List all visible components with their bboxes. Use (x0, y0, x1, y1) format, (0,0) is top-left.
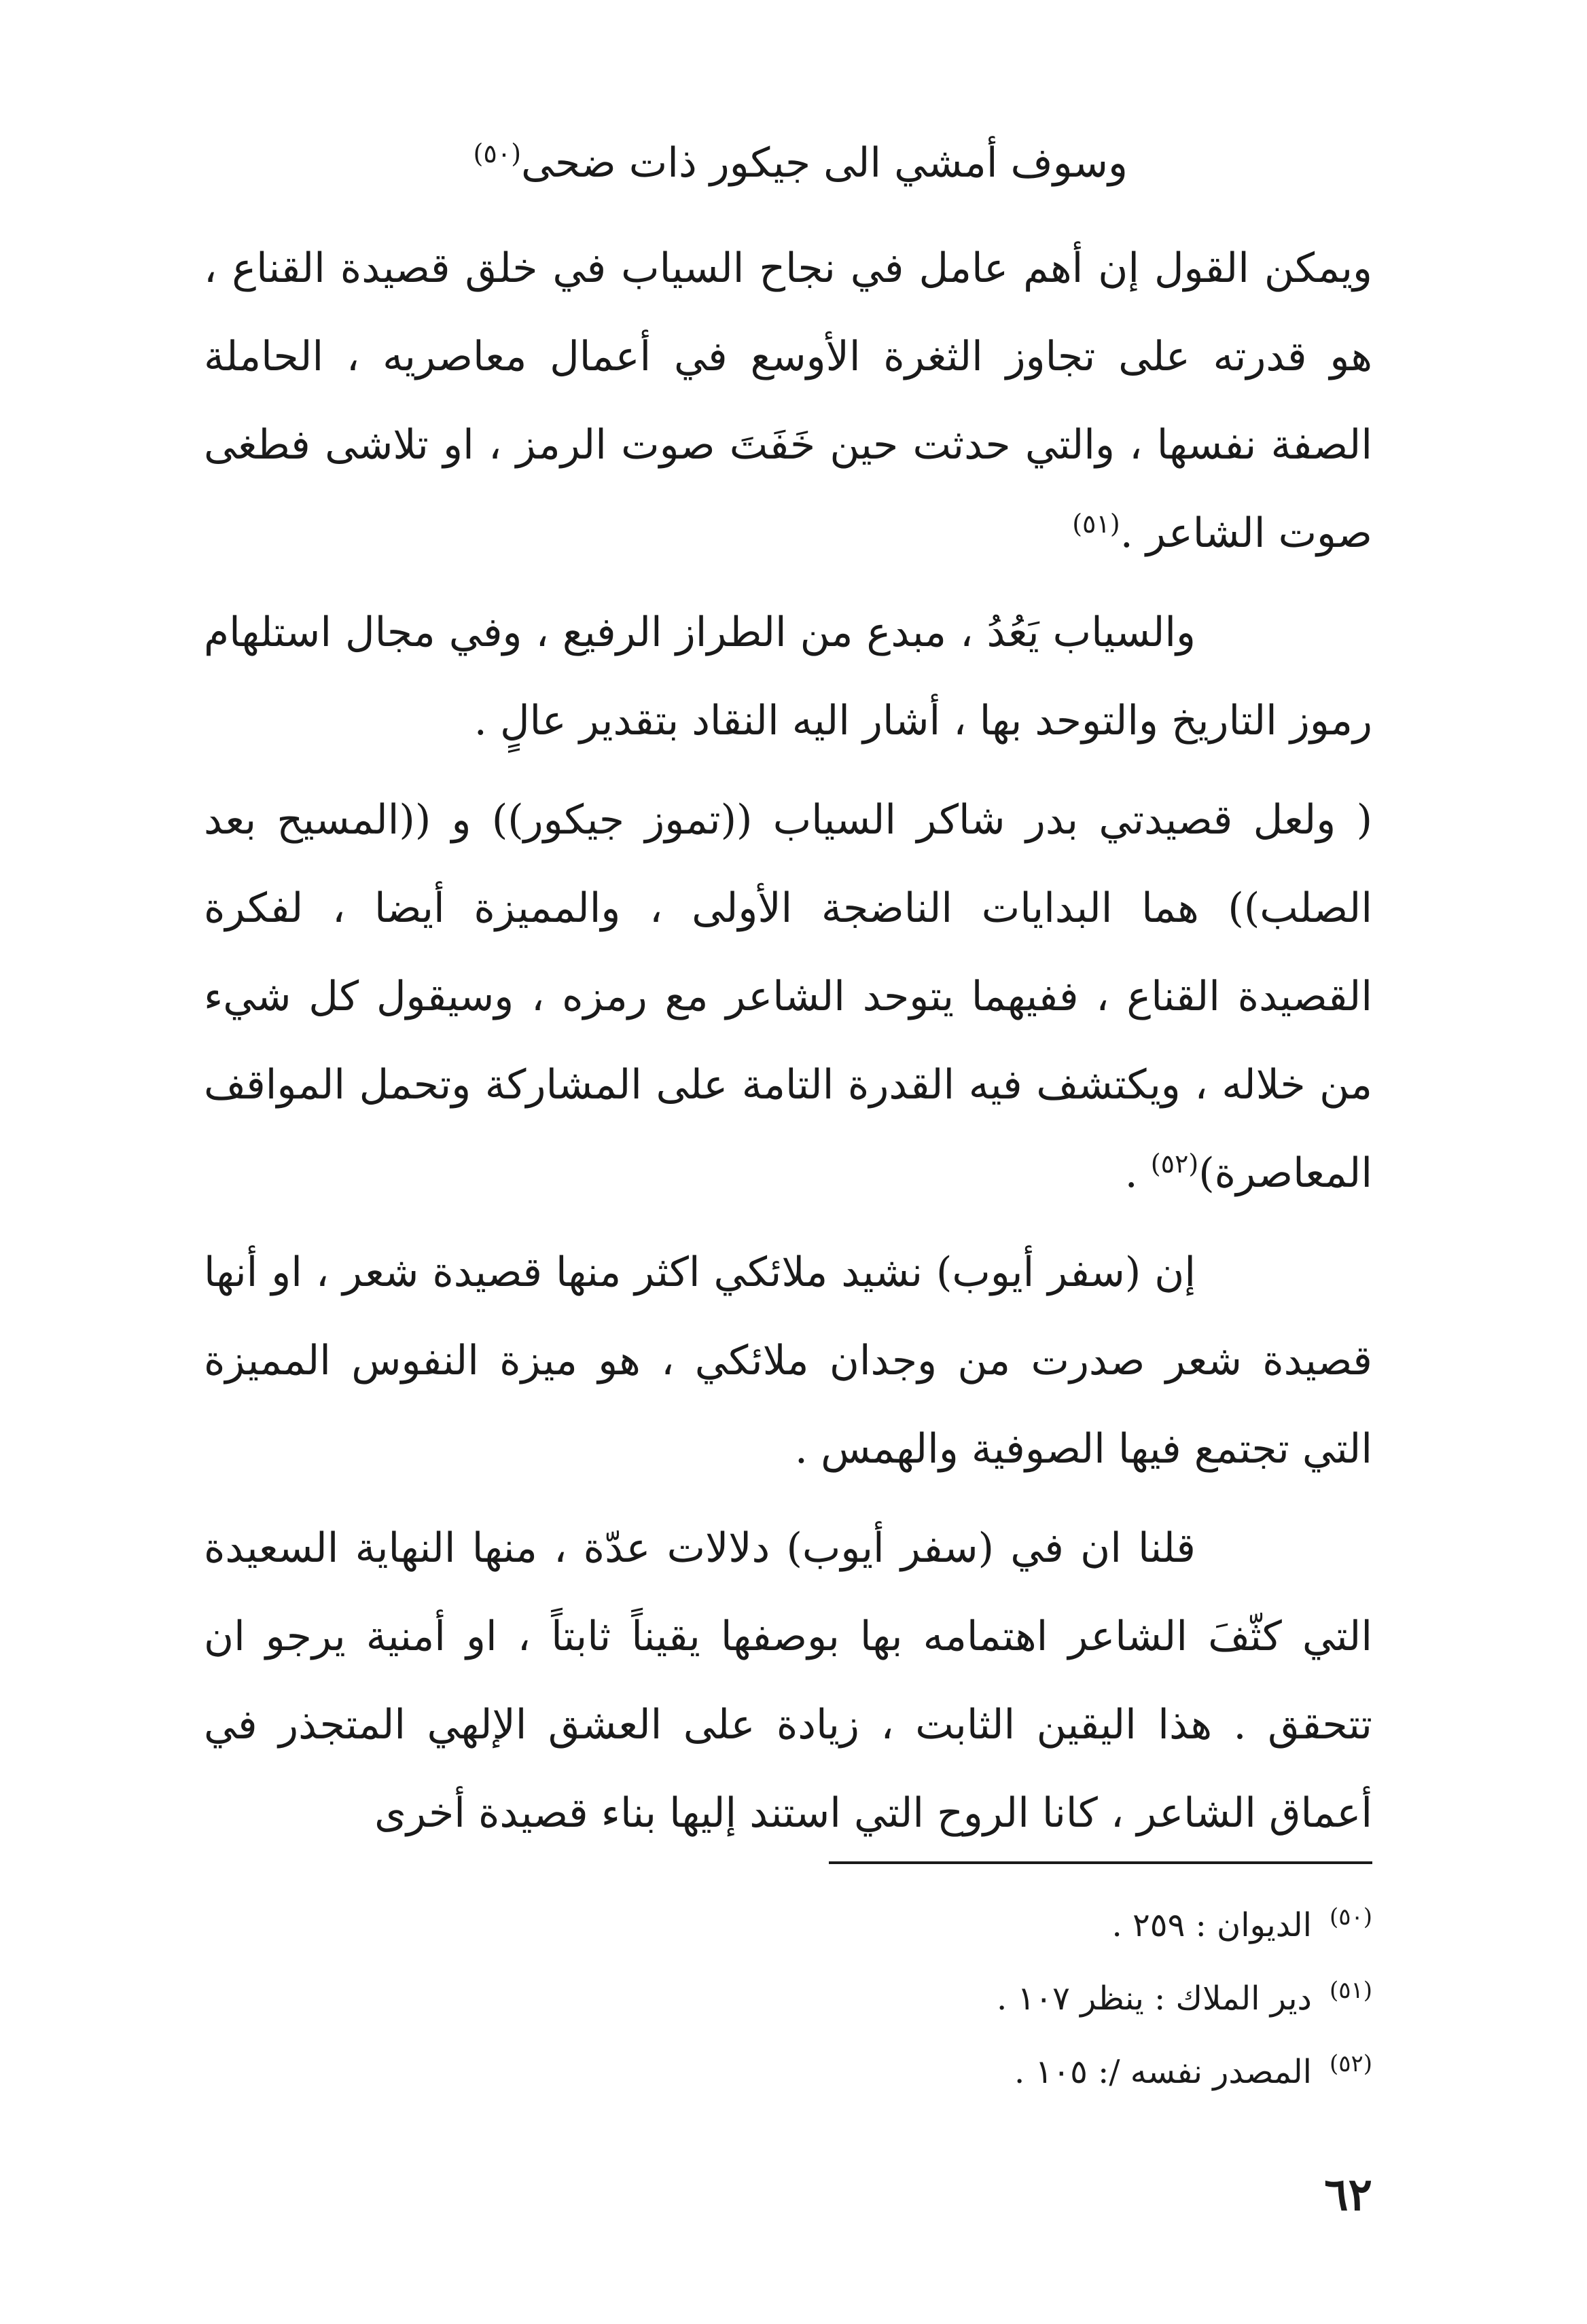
paragraph-note-ref: (٥١) (1072, 509, 1120, 539)
verse-text: وسوف أمشي الى جيكور ذات ضحى (521, 139, 1128, 187)
footnote-number: (٥١) (1329, 1977, 1372, 2004)
verse-line (0, 129, 1128, 197)
paragraph-text: ويمكن القول إن أهم عامل في نجاح السياب في خلق قصيدة القناع ، هو قدرته على تجاوز الثغرة الأوسع في أعمال معاصريه ، الحاملة الصفة نفسها ، والتي حدثت حين خَفَتَ صوت الرمز ، او تلاشى فطغى صوت الشاعر . (204, 245, 1372, 557)
footnote-separator (829, 1861, 1372, 1864)
paragraph-5 (204, 1504, 1372, 1857)
page-number: ٦٢ (1324, 2168, 1372, 2221)
footnote-text: المصدر نفسه /: ١٠٥ . (1014, 2053, 1312, 2091)
paragraph-1 (204, 224, 1372, 577)
paragraph-4 (204, 1228, 1372, 1493)
footnote-text: الديوان : ٢٥٩ . (1111, 1906, 1312, 1944)
verse-note-ref: (٥٠) (473, 139, 522, 168)
paragraph-text: قلنا ان في (سفر أيوب) دلالات عدّة ، منها النهاية السعيدة التي كثّفَ الشاعر اهتمامه بها بوصفها يقيناً ثابتاً ، او أمنية يرجو ان تتحقق . هذا اليقين الثابت ، زيادة على العشق الإلهي المتجذر في أعماق الشاعر ، كانا الروح التي استند إليها بناء قصيدة أخرى (204, 1524, 1372, 1837)
footnote-number: (٥٠) (1329, 1903, 1372, 1931)
footnote-52 (679, 2035, 1372, 2109)
footnote-text: دير الملاك : ينظر ١٠٧ . (997, 1980, 1312, 2018)
footnotes (679, 1889, 1372, 2109)
paragraph-text: إن (سفر أيوب) نشيد ملائكي اكثر منها قصيدة شعر ، او أنها قصيدة شعر صدرت من وجدان ملائكي ، هو ميزة النفوس المميزة التي تجتمع فيها الصوفية والهمس . (204, 1249, 1372, 1473)
footnote-50 (679, 1889, 1372, 1962)
paragraph-text: والسياب يَعُدُ ، مبدع من الطراز الرفيع ، وفي مجال استلهام رموز التاريخ والتوحد بها ، أشار اليه النقاد بتقدير عالٍ . (204, 609, 1372, 745)
footnote-51 (679, 1962, 1372, 2035)
paragraph-3 (204, 776, 1372, 1217)
paragraph-text: ( ولعل قصيدتي بدر شاكر السياب ((تموز جيكور)) و ((المسيح بعد الصلب)) هما البدايات الناضجة الأولى ، والمميزة أيضا ، لفكرة القصيدة القناع ، ففيهما يتوحد الشاعر مع رمزه ، وسيقول كل شيء من خلاله ، ويكتشف فيه القدرة التامة على المشاركة وتحمل المواقف المعاصرة) (204, 796, 1372, 1197)
footnote-number: (٥٢) (1329, 2050, 1372, 2077)
paragraph-tail: . (1124, 1149, 1151, 1197)
main-text (204, 224, 1372, 1868)
paragraph-note-ref: (٥٢) (1150, 1149, 1199, 1179)
paragraph-2 (204, 588, 1372, 765)
